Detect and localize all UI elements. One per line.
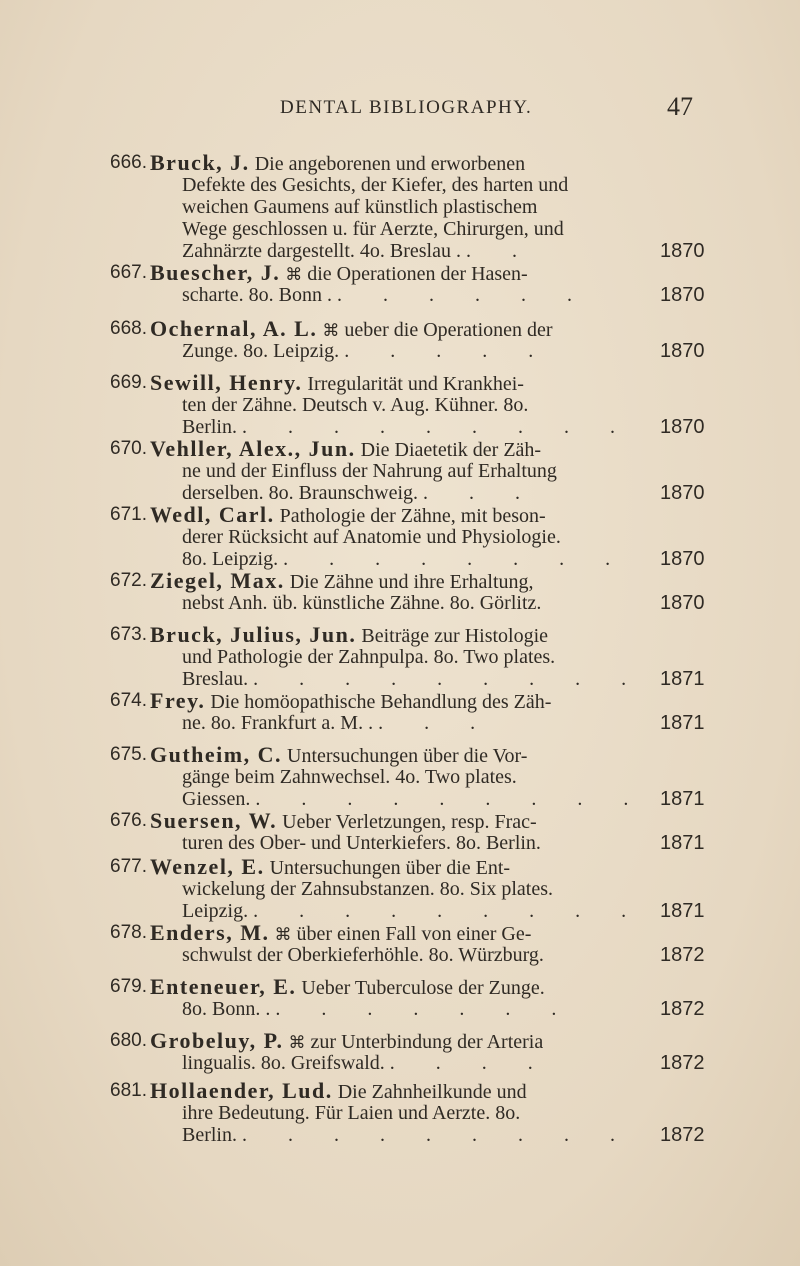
leader-dots: . . . . . . . . . <box>253 900 645 922</box>
entry-number: 666. <box>110 152 147 173</box>
entry-year: 1871 <box>660 712 705 734</box>
entry-line: weichen Gaumens auf künstlich plastischem <box>182 196 538 218</box>
entry-author: Grobeluy, P. <box>150 1028 284 1053</box>
entry-year: 1870 <box>660 592 705 614</box>
entry-number: 670. <box>110 438 147 459</box>
entry-number: 675. <box>110 744 147 765</box>
entry-line: schwulst der Oberkieferhöhle. 8o. Würzburg. <box>182 944 544 966</box>
entry-year: 1871 <box>660 900 705 922</box>
leader-dots: . . <box>465 240 535 262</box>
entry-line: ueber die Operationen der <box>344 319 553 341</box>
entry-line: ne. 8o. Frankfurt a. M. . <box>182 712 374 734</box>
entry-line: Untersuchungen über die Ent- <box>269 857 511 879</box>
leader-dots: . . . . <box>389 1052 551 1074</box>
entry-author: Ziegel, Max. <box>150 568 285 593</box>
cross-reference-mark: ⌘ <box>322 321 340 341</box>
entry-number: 671. <box>110 504 147 525</box>
entry-line: Die Diaetetik der Zäh- <box>360 439 542 461</box>
entry-number: 674. <box>110 690 147 711</box>
entry-line: Untersuchungen über die Vor- <box>287 745 528 767</box>
leader-dots: . . . . . <box>344 340 552 362</box>
entry-author: Bruck, Julius, Jun. <box>150 622 357 647</box>
entry-line: Die angeborenen und erworbenen <box>254 153 526 175</box>
entry-line: ten der Zähne. Deutsch v. Aug. Kühner. 8o. <box>182 394 529 416</box>
entry-number: 669. <box>110 372 147 393</box>
leader-dots: . . . . . . . . <box>283 548 629 570</box>
entry-line: 8o. Leipzig. <box>182 548 279 570</box>
entry-line: lingualis. 8o. Greifswald. <box>182 1052 385 1074</box>
entry-line: ne und der Einfluss der Nahrung auf Erhaltung <box>182 460 557 482</box>
leader-dots: . . . <box>378 712 494 734</box>
entry-number: 678. <box>110 922 147 943</box>
entry-author: Frey. <box>150 688 206 713</box>
entry-number: 668. <box>110 318 147 339</box>
leader-dots: . . . . . . . . . <box>253 668 645 690</box>
cross-reference-mark: ⌘ <box>285 265 303 285</box>
entry-author: Enteneuer, E. <box>150 974 297 999</box>
entry-year: 1870 <box>660 416 705 438</box>
entry-year: 1870 <box>660 482 705 504</box>
entry-line: Beiträge zur Histologie <box>361 625 549 647</box>
entry-line: Breslau. <box>182 668 249 690</box>
entry-number: 677. <box>110 856 147 877</box>
entry-line: Leipzig. <box>182 900 249 922</box>
entry-line: die Operationen der Hasen- <box>307 263 528 285</box>
entry-year: 1870 <box>660 240 705 262</box>
leader-dots: . . . . . . . <box>275 998 575 1020</box>
entry-year: 1870 <box>660 548 705 570</box>
entry-author: Enders, M. <box>150 920 270 945</box>
entry-year: 1870 <box>660 284 705 306</box>
entry-line: Defekte des Gesichts, der Kiefer, des harten und <box>182 174 569 196</box>
entry-year: 1871 <box>660 668 705 690</box>
entry-author: Gutheim, C. <box>150 742 282 767</box>
entry-line: turen des Ober- und Unterkiefers. 8o. Berlin. <box>182 832 541 854</box>
entry-year: 1872 <box>660 944 705 966</box>
entry-line: derer Rücksicht auf Anatomie und Physiologie. <box>182 526 561 548</box>
entry-line: Die homöopathische Behandlung des Zäh- <box>210 691 552 713</box>
entry-line: Wege geschlossen u. für Aerzte, Chirurgen, und <box>182 218 564 240</box>
entry-author: Suersen, W. <box>150 808 278 833</box>
entry-author: Sewill, Henry. <box>150 370 303 395</box>
leader-dots: . . . <box>423 482 539 504</box>
entry-line: scharte. 8o. Bonn . <box>182 284 332 306</box>
entry-line: Pathologie der Zähne, mit beson- <box>279 505 546 527</box>
entry-line: Zunge. 8o. Leipzig. <box>182 340 340 362</box>
cross-reference-mark: ⌘ <box>274 925 292 945</box>
entry-author: Wedl, Carl. <box>150 502 275 527</box>
entry-line: Berlin. <box>182 416 237 438</box>
entry-line: gänge beim Zahnwechsel. 4o. Two plates. <box>182 766 517 788</box>
entry-number: 673. <box>110 624 147 645</box>
entry-line: Berlin. <box>182 1124 237 1146</box>
entry-line: und Pathologie der Zahnpulpa. 8o. Two plates. <box>182 646 556 668</box>
leader-dots: . . . . . . . . . <box>255 788 647 810</box>
entry-number: 679. <box>110 976 147 997</box>
entry-author: Hollaender, Lud. <box>150 1078 333 1103</box>
entry-year: 1871 <box>660 788 705 810</box>
entry-line: wickelung der Zahnsubstanzen. 8o. Six plates. <box>182 878 554 900</box>
entry-number: 680. <box>110 1030 147 1051</box>
entry-year: 1871 <box>660 832 705 854</box>
entry-author: Ochernal, A. L. <box>150 316 318 341</box>
entry-line: Ueber Verletzungen, resp. Frac- <box>282 811 537 833</box>
leader-dots: . . . . . . . . . <box>242 1124 633 1146</box>
leader-dots: . . . . . . <box>336 284 590 306</box>
entry-line: nebst Anh. üb. künstliche Zähne. 8o. Görlitz. <box>182 592 542 614</box>
running-head: DENTAL BIBLIOGRAPHY. <box>280 97 533 118</box>
entry-line: zur Unterbindung der Arteria <box>310 1031 544 1053</box>
entry-line: Die Zähne und ihre Erhaltung, <box>289 571 534 593</box>
entry-number: 672. <box>110 570 147 591</box>
entry-year: 1870 <box>660 340 705 362</box>
entry-year: 1872 <box>660 1124 705 1146</box>
entry-author: Bruck, J. <box>150 150 250 175</box>
entry-author: Vehller, Alex., Jun. <box>150 436 356 461</box>
entry-line: Giessen. <box>182 788 251 810</box>
entry-number: 681. <box>110 1080 147 1101</box>
entry-line: über einen Fall von einer Ge- <box>296 923 532 945</box>
entry-year: 1872 <box>660 1052 705 1074</box>
cross-reference-mark: ⌘ <box>288 1033 306 1053</box>
entry-author: Buescher, J. <box>150 260 281 285</box>
entry-line: Die Zahnheilkunde und <box>337 1081 527 1103</box>
entry-line: Irregularität und Krankhei- <box>307 373 524 395</box>
entry-year: 1872 <box>660 998 705 1020</box>
entry-number: 676. <box>110 810 147 831</box>
entry-line: ihre Bedeutung. Für Laien und Aerzte. 8o. <box>182 1102 521 1124</box>
entry-line: Zahnärzte dargestellt. 4o. Breslau . <box>182 240 461 262</box>
entry-number: 667. <box>110 262 147 283</box>
entry-author: Wenzel, E. <box>150 854 265 879</box>
entry-line: derselben. 8o. Braunschweig. <box>182 482 419 504</box>
entry-line: Ueber Tuberculose der Zunge. <box>301 977 545 999</box>
entry-line: 8o. Bonn. . <box>182 998 271 1020</box>
leader-dots: . . . . . . . . . <box>242 416 633 438</box>
page-number: 47 <box>667 92 693 121</box>
